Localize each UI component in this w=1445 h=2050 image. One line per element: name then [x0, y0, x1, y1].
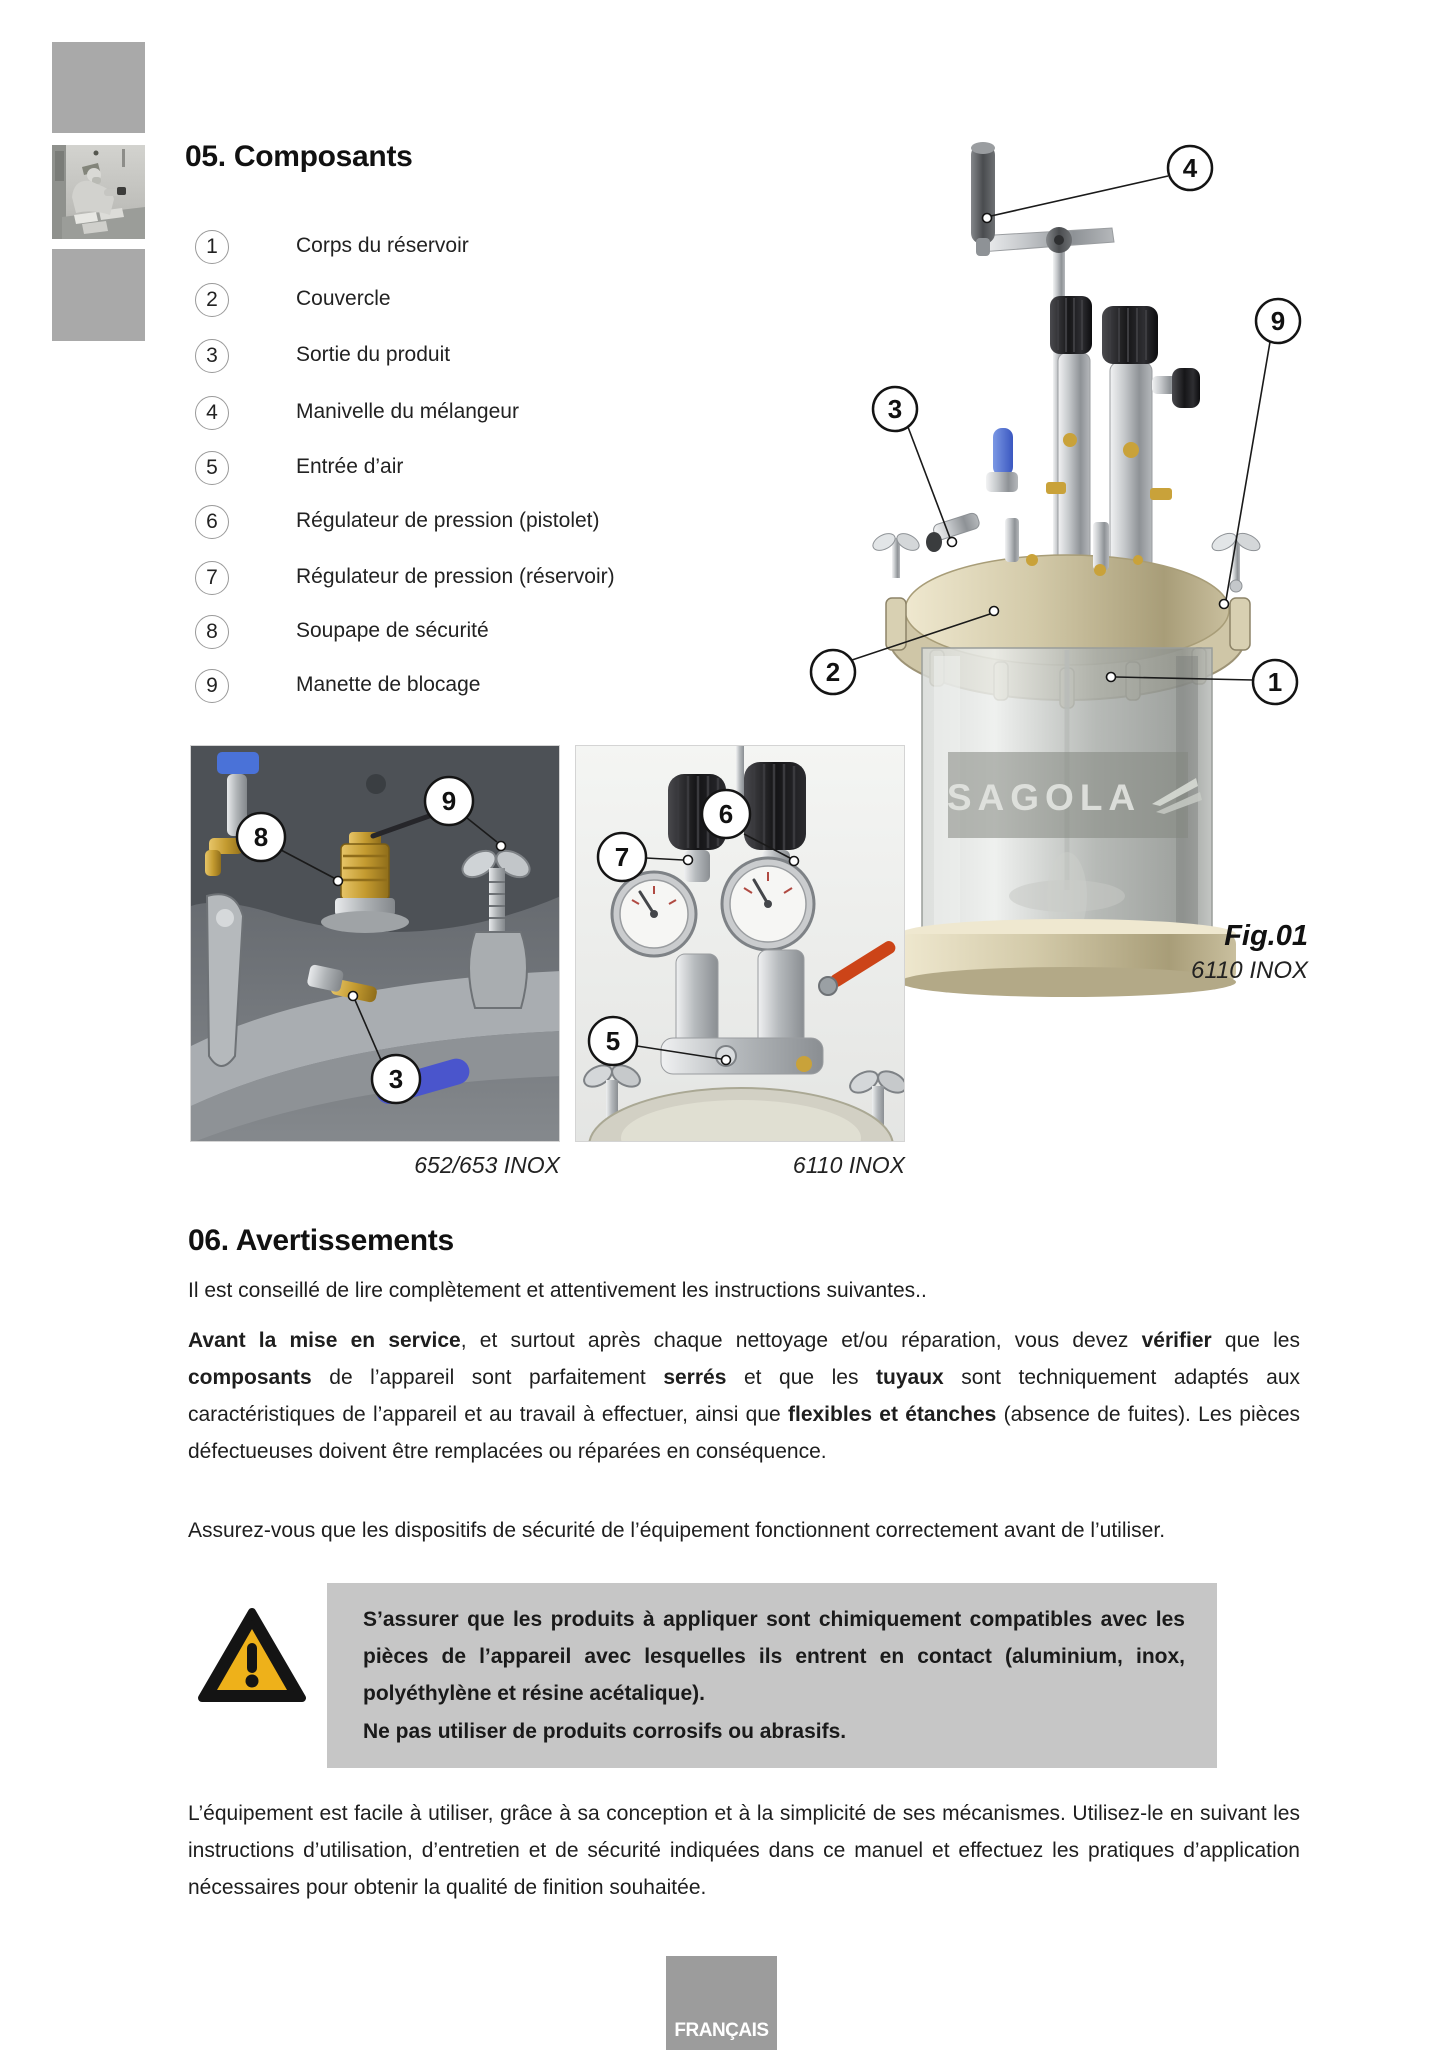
pressure-gauge-right [722, 858, 814, 950]
svg-text:9: 9 [1270, 306, 1286, 336]
component-number-badge: 8 [195, 615, 229, 649]
photo-caption: 6110 INOX [792, 1152, 905, 1178]
warning-box-paragraph-1: S’assurer que les produits à appliquer sont chimiquement compatibles avec les pièces de l’appareil avec lesquelles ils entrent en contact (aluminium, inox, polyéthylène et résine acétalique). [363, 1608, 1185, 1705]
callout-9 [1256, 299, 1300, 343]
figure-caption-block [1050, 920, 1308, 985]
svg-text:3: 3 [388, 1064, 404, 1094]
svg-text:5: 5 [605, 1026, 621, 1056]
component-number-badge: 2 [195, 283, 229, 317]
closing-paragraph: L’équipement est facile à utiliser, grâce à sa conception et à la simplicité de ses mécanismes. Utilisez-le en suivant les instructions d’utilisation, d’entretien et de sécurité indiquées dans ce manuel et effectuez les pratiques d’application nécessaires pour obtenir la qualité de finition souhaitée. [188, 1802, 1300, 1899]
component-number-badge: 9 [195, 669, 229, 703]
svg-text:4: 4 [1182, 153, 1198, 183]
bold-phrase: Avant la mise en service [188, 1329, 461, 1352]
component-number-badge: 4 [195, 396, 229, 430]
photo-caption: 652/653 INOX [414, 1152, 560, 1178]
component-label: Sortie du produit [296, 343, 451, 366]
tank-body [922, 648, 1212, 962]
component-number-badge: 6 [195, 505, 229, 539]
figure-number-label: Fig.01 [1224, 920, 1308, 952]
sidebar-thumbnail-gray-1 [52, 42, 145, 133]
svg-text:8: 8 [253, 822, 269, 852]
callout-2 [811, 650, 855, 694]
svg-text:1: 1 [1267, 667, 1283, 697]
component-number-badge: 1 [195, 230, 229, 264]
mixer-crank-handle [971, 142, 1114, 580]
pressure-gauge-left [612, 872, 696, 956]
section-06-heading: 06. Avertissements [188, 1224, 454, 1257]
component-label: Couvercle [296, 287, 391, 310]
bold-phrase: vérifier [1141, 1329, 1212, 1352]
spray-booth-photo [52, 145, 145, 239]
callout-8 [237, 813, 285, 861]
photo-652-653-inox [190, 745, 560, 1142]
locking-wing-bolt-left [870, 530, 922, 578]
bold-phrase: composants [188, 1366, 312, 1389]
component-label: Corps du réservoir [296, 234, 469, 257]
language-tab-label: FRANÇAIS [674, 2020, 769, 2041]
svg-text:2: 2 [825, 657, 841, 687]
callout-6 [702, 790, 750, 838]
warning-safety-paragraph: Assurez-vous que les dispositifs de sécurité de l’équipement fonctionnent correctement avant de l’utiliser. [188, 1519, 1166, 1542]
svg-text:9: 9 [441, 786, 457, 816]
figure-model-label: 6110 INOX [1191, 957, 1308, 984]
svg-text:7: 7 [614, 842, 630, 872]
component-label: Manette de blocage [296, 673, 481, 696]
warning-intro-paragraph: Il est conseillé de lire complètement et attentivement les instructions suivantes.. [188, 1279, 927, 1302]
callout-3 [873, 387, 917, 431]
pressure-regulators [1046, 296, 1200, 570]
component-number-badge: 3 [195, 339, 229, 373]
regulators-photo [576, 746, 905, 1142]
callout-4 [1168, 146, 1212, 190]
watermark-text: SAGOLA [946, 777, 1142, 818]
component-label: Régulateur de pression (réservoir) [296, 565, 615, 588]
safety-valve-photo [191, 746, 560, 1142]
warning-box [327, 1583, 1217, 1768]
bold-phrase: flexibles et étanches [788, 1403, 997, 1426]
component-label: Manivelle du mélangeur [296, 400, 519, 423]
section-05-heading: 05. Composants [185, 140, 413, 173]
callout-5 [589, 1017, 637, 1065]
warning-triangle-icon [197, 1607, 307, 1703]
photo-6110-inox [575, 745, 905, 1142]
sidebar-photo-thumbnail [52, 145, 145, 239]
component-number-badge: 7 [195, 561, 229, 595]
bold-phrase: serrés [663, 1366, 727, 1389]
sagola-watermark [947, 752, 1202, 838]
callout-1 [1253, 660, 1297, 704]
component-label: Soupape de sécurité [296, 619, 489, 642]
component-number-badge: 5 [195, 451, 229, 485]
warning-box-paragraph-2: Ne pas utiliser de produits corrosifs ou abrasifs. [363, 1720, 847, 1743]
callout-3 [372, 1055, 420, 1103]
sidebar-thumbnail-gray-2 [52, 249, 145, 341]
svg-text:3: 3 [887, 394, 903, 424]
component-label: Entrée d’air [296, 455, 404, 478]
warning-main-paragraph: Avant la mise en service, et surtout après chaque nettoyage et/ou réparation, vous devez vérifier que les composants de l’appareil sont parfaitement serrés et que les tuyaux sont techniquement adaptés aux caractéristiques de l’appareil et au travail à effectuer, ainsi que flexibles et étanches (absence de fuites). Les pièces défectueuses doivent être remplacées ou réparées en conséquence. [188, 1329, 1300, 1463]
callout-9 [425, 777, 473, 825]
callout-7 [598, 833, 646, 881]
component-label: Régulateur de pression (pistolet) [296, 509, 600, 532]
bold-phrase: tuyaux [876, 1366, 944, 1389]
language-tab [666, 1956, 777, 2050]
svg-text:6: 6 [718, 799, 734, 829]
